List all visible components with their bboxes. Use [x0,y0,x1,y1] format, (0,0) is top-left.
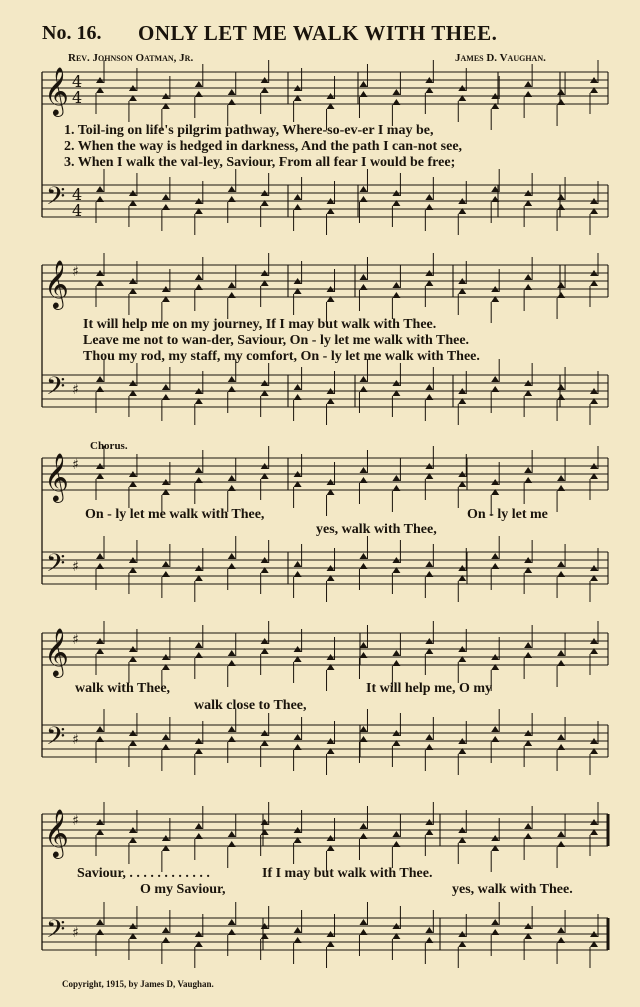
alto-note [228,292,236,298]
chorus-line-3-upper-a: Saviour, . . . . . . . . . . . . [77,866,210,881]
tenor-note [162,734,170,740]
tenor-note [425,384,433,390]
tenor-note [162,927,170,933]
bass-note [162,937,170,943]
verse-1-line-2: It will help me on my journey, If I may but walk with Thee. [83,317,437,332]
tenor-note [359,376,367,382]
verse-3-line-2: Thou my rod, my staff, my comfort, On - ly let me walk with Thee. [83,349,480,364]
tenor-note [557,734,565,740]
tenor-note [294,927,302,933]
soprano-note [195,81,203,87]
tenor-note [491,553,499,559]
bass-clef: 𝄢 [46,722,66,757]
verse-3-line-1: 3. When I walk the val-ley, Saviour, From all fear I would be free; [64,155,456,170]
soprano-note [392,650,400,656]
soprano-note [557,650,565,656]
alto-note [392,841,400,847]
soprano-note [392,831,400,837]
tenor-note [359,726,367,732]
soprano-note [359,642,367,648]
lyricist-credit: Rev. Johnson Oatman, Jr. [68,52,194,64]
tenor-note [491,919,499,925]
alto-note [557,660,565,666]
bass-note [228,386,236,392]
key-signature-sharp: ♯ [72,732,79,748]
soprano-note [228,282,236,288]
tenor-note [162,561,170,567]
bass-note [425,571,433,577]
alto-note [392,485,400,491]
bass-note [162,571,170,577]
tenor-note [96,186,104,192]
alto-note [195,477,203,483]
chorus-line-3-lower-a: O my Saviour, [140,882,226,897]
soprano-note [359,274,367,280]
bass-note [96,386,104,392]
hymn-title: ONLY LET ME WALK WITH THEE. [138,21,498,45]
key-signature-sharp: ♯ [72,382,79,398]
bass-clef: 𝄢 [46,549,66,584]
soprano-note [557,89,565,95]
tenor-note [425,194,433,200]
bass-note [359,929,367,935]
bass-note [228,563,236,569]
bass-clef: 𝄢 [46,182,66,217]
bass-note [294,204,302,210]
soprano-note [195,274,203,280]
tenor-note [557,561,565,567]
bass-note [228,736,236,742]
tenor-note [425,927,433,933]
tenor-note [294,561,302,567]
treble-clef: 𝄞 [44,452,69,501]
tenor-note [228,919,236,925]
tenor-note [425,561,433,567]
bass-note [425,937,433,943]
bass-note [228,929,236,935]
alto-note [392,660,400,666]
verse-1-line-1: 1. Toil-ing on life's pilgrim pathway, Where-so-ev-er I may be, [64,123,434,138]
chorus-line-2-lower: walk close to Thee, [194,698,307,713]
bass-note [491,929,499,935]
bass-note [425,394,433,400]
bass-note [359,196,367,202]
soprano-note [228,475,236,481]
soprano-note [557,282,565,288]
tenor-note [294,734,302,740]
bass-note [96,929,104,935]
bass-note [491,563,499,569]
bass-note [162,204,170,210]
tenor-note [96,553,104,559]
bass-note [96,563,104,569]
alto-note [195,652,203,658]
alto-note [359,477,367,483]
alto-note [524,833,532,839]
alto-note [524,284,532,290]
tenor-note [359,186,367,192]
tenor-note [557,384,565,390]
tenor-note [228,553,236,559]
key-signature-sharp: ♯ [72,264,79,280]
time-sig-top: 4 [72,72,83,91]
bass-note [491,386,499,392]
tenor-note [294,194,302,200]
soprano-note [228,650,236,656]
treble-clef: 𝄞 [44,259,69,308]
bass-note [294,744,302,750]
alto-note [557,99,565,105]
alto-note [524,477,532,483]
alto-note [195,284,203,290]
tenor-note [228,726,236,732]
soprano-note [195,823,203,829]
tenor-note [294,384,302,390]
tenor-note [359,553,367,559]
bass-note [96,196,104,202]
bass-note [294,394,302,400]
soprano-note [195,467,203,473]
composer-credit: James D. Vaughan. [455,52,546,64]
alto-note [524,652,532,658]
tenor-note [491,726,499,732]
bass-note [557,744,565,750]
tenor-note [557,194,565,200]
bass-note [557,937,565,943]
treble-clef: 𝄞 [44,66,69,115]
soprano-note [195,642,203,648]
alto-note [359,833,367,839]
alto-note [359,652,367,658]
bass-note [557,204,565,210]
key-signature-sharp: ♯ [72,925,79,941]
soprano-note [524,823,532,829]
bass-note [557,394,565,400]
chorus-label: Chorus. [90,440,128,452]
bass-note [425,204,433,210]
copyright-notice: Copyright, 1915, by James D, Vaughan. [62,979,214,989]
time-sig-top: 4 [72,185,83,204]
bass-note [162,394,170,400]
alto-note [359,91,367,97]
soprano-note [524,642,532,648]
soprano-note [524,81,532,87]
soprano-note [557,831,565,837]
soprano-note [392,282,400,288]
tenor-note [96,919,104,925]
tenor-note [425,734,433,740]
bass-clef: 𝄢 [46,372,66,407]
soprano-note [557,475,565,481]
key-signature-sharp: ♯ [72,457,79,473]
key-signature-sharp: ♯ [72,632,79,648]
chorus-line-3-lower-b: yes, walk with Thee. [452,882,573,897]
tenor-note [228,376,236,382]
chorus-line-1-upper-end: On - ly let me [467,507,548,522]
key-signature-sharp: ♯ [72,813,79,829]
chorus-line-3-upper-b: If I may but walk with Thee. [262,866,433,881]
alto-note [195,91,203,97]
time-sig-bottom: 4 [72,88,83,107]
soprano-note [359,467,367,473]
alto-note [557,841,565,847]
soprano-note [392,89,400,95]
alto-note [359,284,367,290]
chorus-line-2-upper-a: walk with Thee, [75,681,171,696]
alto-note [557,292,565,298]
chorus-line-2-upper-b: It will help me, O my [366,681,492,696]
soprano-note [524,467,532,473]
bass-note [359,736,367,742]
alto-note [392,99,400,105]
treble-clef: 𝄞 [44,808,69,857]
soprano-note [524,274,532,280]
alto-note [228,660,236,666]
soprano-note [359,81,367,87]
tenor-note [96,376,104,382]
tenor-note [96,726,104,732]
bass-note [557,571,565,577]
chorus-line-1-upper: On - ly let me walk with Thee, [85,507,265,522]
bass-note [294,571,302,577]
verse-2-line-1: 2. When the way is hedged in darkness, And the path I can-not see, [64,139,463,154]
alto-note [228,485,236,491]
key-signature-sharp: ♯ [72,559,79,575]
bass-note [294,937,302,943]
tenor-note [162,384,170,390]
tenor-note [162,194,170,200]
soprano-note [228,89,236,95]
soprano-note [392,475,400,481]
bass-note [359,386,367,392]
alto-note [392,292,400,298]
alto-note [557,485,565,491]
bass-note [162,744,170,750]
tenor-note [359,919,367,925]
soprano-note [228,831,236,837]
bass-note [491,736,499,742]
verse-2-line-2: Leave me not to wan-der, Saviour, On - ly let me walk with Thee. [83,333,470,348]
chorus-line-1-lower: yes, walk with Thee, [316,522,437,537]
time-sig-bottom: 4 [72,201,83,220]
alto-note [228,99,236,105]
treble-clef: 𝄞 [44,627,69,676]
alto-note [524,91,532,97]
bass-clef: 𝄢 [46,915,66,950]
tenor-note [228,186,236,192]
bass-note [228,196,236,202]
tenor-note [557,927,565,933]
tenor-note [491,376,499,382]
bass-note [359,563,367,569]
bass-note [425,744,433,750]
alto-note [228,841,236,847]
hymn-number: No. 16. [42,22,102,44]
alto-note [195,833,203,839]
bass-note [96,736,104,742]
soprano-note [359,823,367,829]
